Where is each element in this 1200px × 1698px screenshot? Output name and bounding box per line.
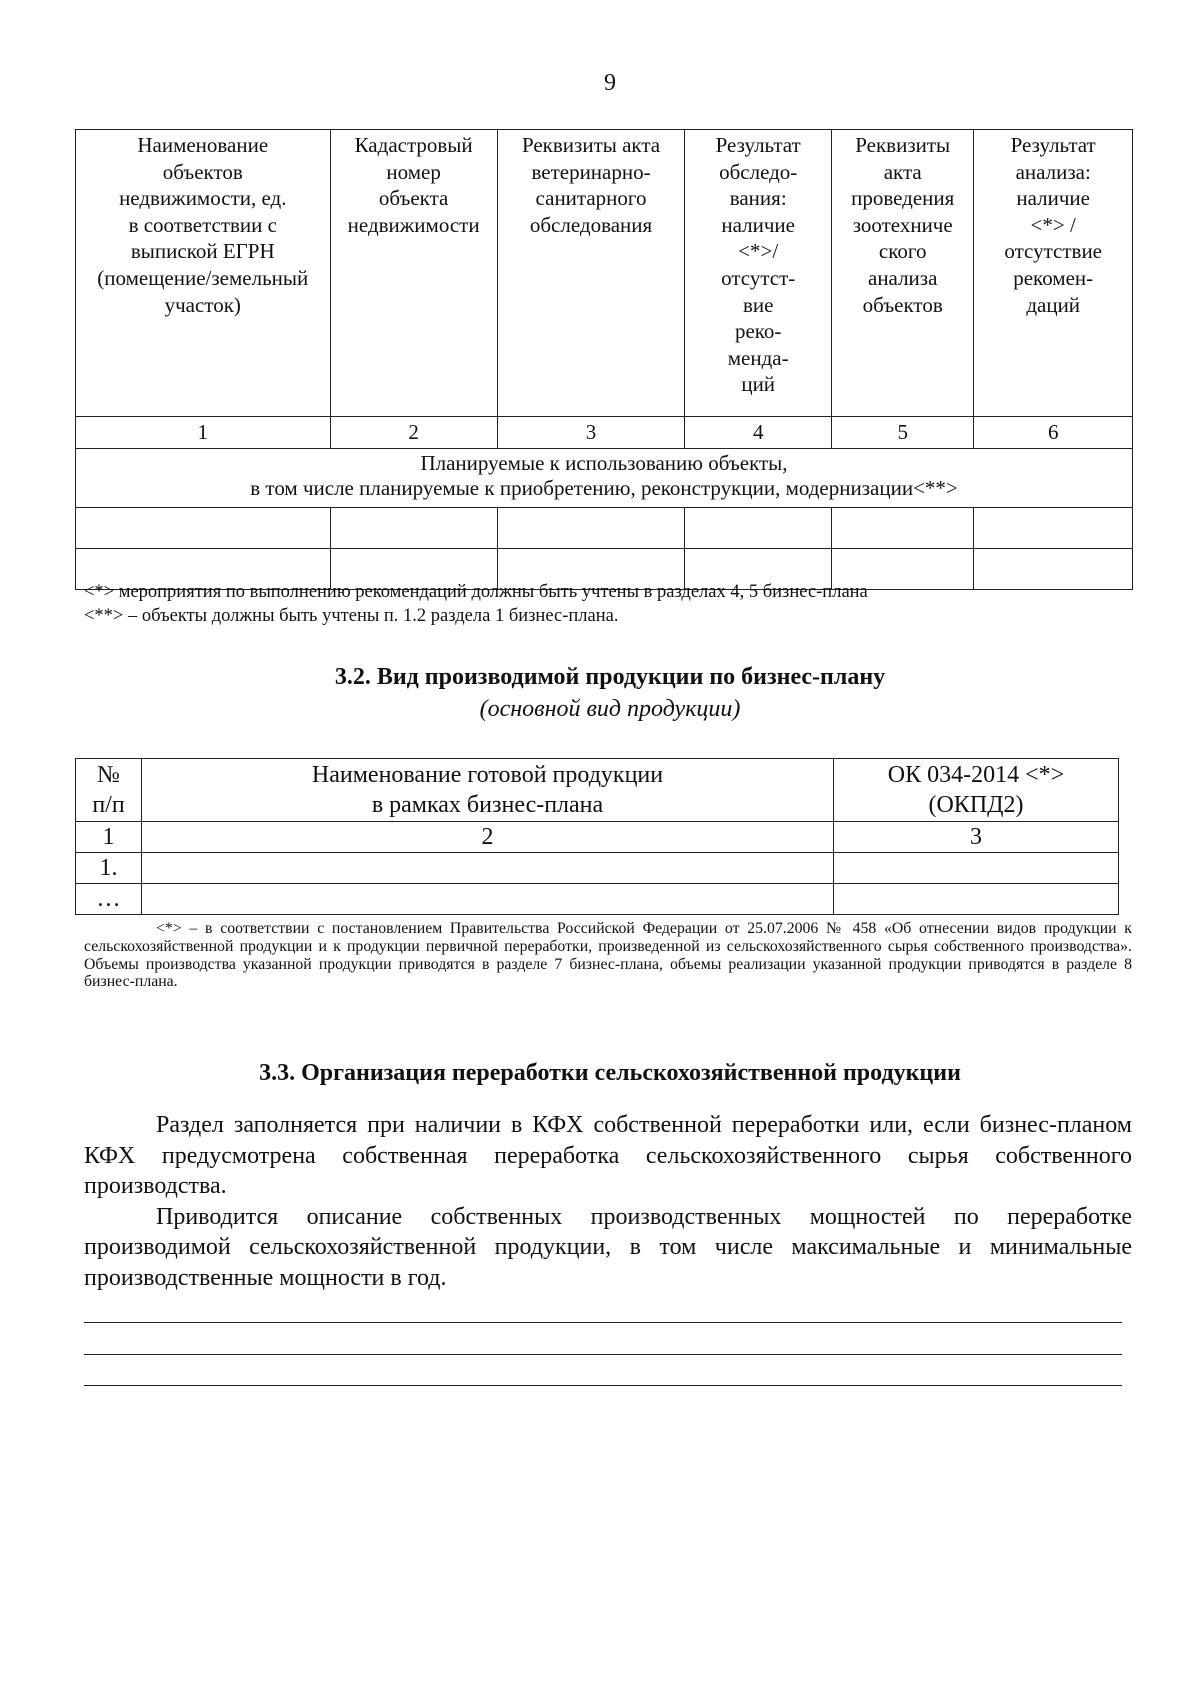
cell-line: Наименование xyxy=(137,133,269,157)
planned-objects-line-1: Планируемые к использованию объекты, xyxy=(420,451,788,475)
footnote-objects: <**> – объекты должны быть учтены п. 1.2 раздела 1 бизнес-плана. xyxy=(84,606,619,626)
cell-line: выпиской ЕГРН xyxy=(130,239,275,264)
cell-line: ского xyxy=(878,239,927,264)
cell-line: Наименование готовой продукции xyxy=(311,762,664,788)
cell-line: <*>/ xyxy=(738,239,779,264)
cell-line: Результат xyxy=(1010,133,1096,157)
planned-objects-cell xyxy=(76,449,1133,508)
cell-line: номер xyxy=(386,159,441,184)
cell-line: недвижимости, ед. xyxy=(119,186,287,211)
header-cell-objects xyxy=(76,130,331,417)
cell-line: в рамках бизнес-плана xyxy=(371,792,604,818)
section-3-3-body xyxy=(84,1110,1132,1293)
table-header-row xyxy=(76,130,1133,417)
section-3-2-title: 3.2. Вид производимой продукции по бизнес-плану xyxy=(334,664,886,690)
cell-line: санитарного xyxy=(535,186,647,211)
cell-line: п/п xyxy=(92,792,125,818)
table-header-row xyxy=(76,759,1119,822)
column-number: 2 xyxy=(330,417,497,449)
cell-line: зоотехниче xyxy=(852,212,953,237)
product-name-cell[interactable] xyxy=(142,853,834,884)
cell-line: отсутствие xyxy=(1004,239,1102,264)
cell-line: рекомен- xyxy=(1013,265,1094,290)
empty-cell[interactable] xyxy=(974,508,1133,549)
cell-line: участок) xyxy=(164,292,241,317)
header-cell-inspection-result xyxy=(685,130,832,417)
empty-cell[interactable] xyxy=(832,508,974,549)
cell-line: акта xyxy=(883,159,922,184)
product-name-cell[interactable] xyxy=(142,884,834,915)
empty-cell[interactable] xyxy=(76,508,331,549)
row-number: 1. xyxy=(76,853,142,884)
column-numbers-row xyxy=(76,822,1119,853)
header-cell-okpd2 xyxy=(834,759,1119,822)
cell-line: ветеринарно- xyxy=(531,159,651,184)
cell-line: проведения xyxy=(851,186,955,211)
cell-line: менда- xyxy=(727,345,789,370)
column-number: 3 xyxy=(497,417,685,449)
cell-line: Реквизиты акта xyxy=(521,133,661,157)
fill-in-line[interactable] xyxy=(84,1354,1122,1355)
cell-line: наличие xyxy=(1016,186,1090,211)
header-cell-vet-act xyxy=(497,130,685,417)
cell-line: даций xyxy=(1026,292,1081,317)
footnote-okpd2 xyxy=(84,920,1132,991)
cell-line: обследо- xyxy=(719,159,798,184)
header-cell-analysis-result xyxy=(974,130,1133,417)
column-number: 6 xyxy=(974,417,1133,449)
page-number: 9 xyxy=(604,70,616,96)
cell-line: анализа xyxy=(868,265,938,290)
cell-line: вие xyxy=(742,292,774,317)
cell-line: наличие xyxy=(721,212,795,237)
paragraph: Раздел заполняется при наличии в КФХ собственной переработки или, если бизнес-планом КФХ предусмотрена собственная переработка сельскохозяйственного сырья собственного производства. xyxy=(84,1112,1132,1199)
row-number: … xyxy=(76,884,142,915)
column-number: 2 xyxy=(142,822,834,853)
cell-line: вания: xyxy=(729,186,787,211)
cell-line: Кадастровый xyxy=(354,133,473,157)
products-table xyxy=(75,758,1119,915)
column-number: 4 xyxy=(685,417,832,449)
header-cell-zootech-act xyxy=(832,130,974,417)
property-objects-table xyxy=(75,129,1133,590)
column-number: 1 xyxy=(76,822,142,853)
section-3-2-subtitle: (основной вид продукции) xyxy=(479,696,741,722)
cell-line: объектов xyxy=(162,159,243,184)
planned-objects-row xyxy=(76,449,1133,508)
header-cell-product-name xyxy=(142,759,834,822)
fill-in-line[interactable] xyxy=(84,1385,1122,1386)
planned-objects-line-2: в том числе планируемые к приобретению, реконструкции, модернизации<**> xyxy=(250,476,958,500)
column-number: 1 xyxy=(76,417,331,449)
cell-line: ОК 034-2014 <*> xyxy=(887,762,1065,788)
empty-cell[interactable] xyxy=(330,508,497,549)
table-row xyxy=(76,508,1133,549)
cell-line: недвижимости xyxy=(347,212,480,237)
table-row xyxy=(76,884,1119,915)
cell-line: отсутст- xyxy=(721,265,796,290)
paragraph: Приводится описание собственных производственных мощностей по переработке производимой сельскохозяйственной продукции, в том числе максимальные и минимальные производственные мощности в год. xyxy=(84,1203,1132,1291)
cell-line: объекта xyxy=(378,186,449,211)
column-number: 3 xyxy=(834,822,1119,853)
section-3-3-title: 3.3. Организация переработки сельскохозяйственной продукции xyxy=(259,1060,961,1086)
cell-line: Результат xyxy=(715,133,801,157)
column-number: 5 xyxy=(832,417,974,449)
cell-line: (ОКПД2) xyxy=(928,792,1024,818)
cell-line: Реквизиты xyxy=(855,133,951,157)
footnote-recommendations: <*> мероприятия по выполнению рекомендаций должны быть учтены в разделах 4, 5 бизнес-плана xyxy=(84,582,868,602)
cell-line: в соответствии с xyxy=(128,212,277,237)
table-row xyxy=(76,853,1119,884)
header-cell-number xyxy=(76,759,142,822)
fill-in-line[interactable] xyxy=(84,1322,1122,1323)
cell-line: анализа: xyxy=(1015,159,1091,184)
column-numbers-row xyxy=(76,417,1133,449)
okpd2-cell[interactable] xyxy=(834,884,1119,915)
empty-cell[interactable] xyxy=(685,508,832,549)
header-cell-cadastral-number xyxy=(330,130,497,417)
cell-line: реко- xyxy=(734,319,782,344)
cell-line: ций xyxy=(741,372,776,397)
cell-line: (помещение/земельный xyxy=(97,265,309,290)
cell-line: <*> / xyxy=(1030,212,1076,237)
okpd2-cell[interactable] xyxy=(834,853,1119,884)
empty-cell[interactable] xyxy=(497,508,685,549)
cell-line: № xyxy=(97,762,120,788)
cell-line: обследования xyxy=(529,212,653,237)
footnote-okpd2-text: <*> – в соответствии с постановлением Правительства Российской Федерации от 25.07.2006 № 458 «Об отнесении видов продукции к сельскохозяйственной продукции и к продукции первичной переработки, произведенной из сельскохозяйственного сырья собственного производства». Объемы производства указанной продукции приводятся в разделе 7 бизнес-плана, объемы реализации указанной продукции приводятся в разделе 8 бизнес-плана. xyxy=(84,920,1132,991)
cell-line: объектов xyxy=(862,292,943,317)
